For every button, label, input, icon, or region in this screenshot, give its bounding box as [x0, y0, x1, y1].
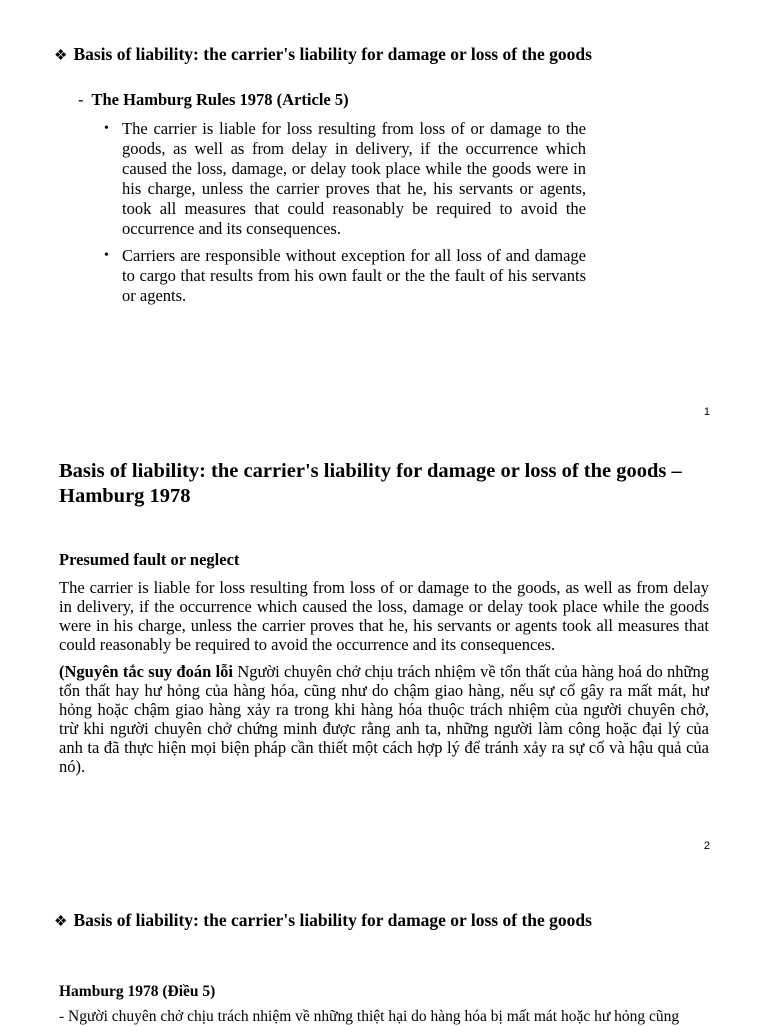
slide-2-title: Basis of liability: the carrier's liability for damage or loss of the goods – Hamburg 1978	[59, 460, 682, 507]
slide-1-heading-text: Basis of liability: the carrier's liability for damage or loss of the goods	[73, 44, 592, 64]
vietnamese-bold-lead: (Nguyên tắc suy đoán lỗi	[59, 662, 234, 681]
bullet-text: Carriers are responsible without exception for all loss of and damage to cargo that results from his own fault or the the fault of his servants or agents.	[122, 246, 586, 305]
vietnamese-text: Người chuyên chở chịu trách nhiệm về tổn thất của hàng hoá do những tổn thất hay hư hỏng của hàng hóa, cũng như do chậm giao hàng, nếu sự cố gây ra mất mát, hư hỏng hoặc chậm giao hàng xảy ra trong khi hàng hóa thuộc trách nhiệm của người chuyên chở, trừ khi người chuyên chở chứng minh được rằng anh ta, những người làm công hoặc đại lý của anh ta đã thực hiện mọi biện pháp cần thiết một cách hợp lý để tránh xảy ra sự cố và hậu quả của nó).	[59, 662, 709, 776]
bullet-dot-icon: •	[104, 121, 109, 136]
slide-3-heading	[54, 910, 592, 931]
page-number: 1	[703, 406, 710, 418]
slide-1-sub-heading-text: The Hamburg Rules 1978 (Article 5)	[91, 90, 349, 109]
slide-3-sub-heading: Hamburg 1978 (Điều 5)	[59, 983, 216, 1000]
slide-3-heading-text: Basis of liability: the carrier's liability for damage or loss of the goods	[73, 910, 592, 930]
bullet-dot-icon: •	[104, 248, 109, 263]
slide-2-paragraph: The carrier is liable for loss resulting from loss of or damage to the goods, as well as from delay in delivery, if the occurrence which caused the loss, damage or delay took place while the goods were in his charge, unless the carrier proves that he, his servants or agents took all measures that could reasonably be required to avoid the occurrence and its consequences.	[59, 578, 709, 654]
diamond-bullet-icon: ❖	[54, 48, 68, 64]
page-number: 2	[703, 840, 710, 852]
dash-marker: -	[78, 90, 84, 109]
bullet-text: The carrier is liable for loss resulting from loss of or damage to the goods, as well as from delay in delivery, if the occurrence which caused the loss, damage, or delay took place while the goods were in his charge, unless the carrier proves that he, his servants or agents, took all measures that could reasonably be required to avoid the occurrence and its consequences.	[122, 119, 586, 238]
slide-2-sub-heading: Presumed fault or neglect	[59, 550, 240, 569]
slide-3-first-line: - Người chuyên chở chịu trách nhiệm về những thiệt hại do hàng hóa bị mất mát hoặc hư hỏng cũng	[59, 1008, 680, 1025]
diamond-bullet-icon: ❖	[54, 914, 68, 930]
